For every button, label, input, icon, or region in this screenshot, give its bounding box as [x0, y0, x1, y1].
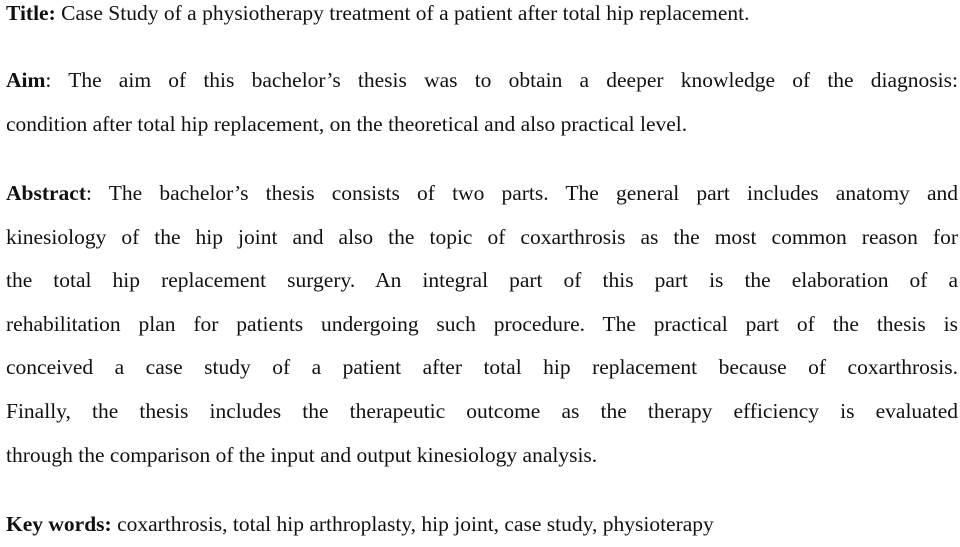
abstract-line: conceived a case study of a patient after total hip replacement because of coxarthrosis. [6, 355, 958, 380]
abstract-line: kinesiology of the hip joint and also the topic of coxarthrosis as the most common reason for [6, 224, 958, 249]
aim-paragraph [6, 59, 958, 146]
abstract-line: the total hip replacement surgery. An integral part of this part is the elaboration of a [6, 268, 958, 293]
keywords-label: Key words: [6, 512, 112, 536]
keywords-text: coxarthrosis, total hip arthroplasty, hip joint, case study, physioterapy [111, 512, 714, 536]
title-paragraph [6, 0, 958, 36]
abstract-paragraph [6, 172, 958, 477]
title-line [6, 0, 958, 36]
abstract-line [6, 172, 958, 216]
abstract-line: through the comparison of the input and output kinesiology analysis. [6, 442, 598, 467]
keywords-line [6, 503, 958, 547]
title-label: Title: [6, 1, 56, 25]
abstract-label: Abstract [6, 181, 87, 205]
title-text: Case Study of a physiotherapy treatment of a patient after total hip replacement. [55, 1, 750, 25]
aim-line [6, 59, 958, 103]
aim-text: : The aim of this bachelor’s thesis was to obtain a deeper knowledge of the diagnosis: [45, 68, 958, 92]
keywords-paragraph [6, 503, 958, 547]
aim-line: condition after total hip replacement, on the theoretical and also practical level. [6, 111, 688, 136]
abstract-text: : The bachelor’s thesis consists of two parts. The general part includes anatomy and [86, 181, 958, 205]
abstract-line: Finally, the thesis includes the therapeutic outcome as the therapy efficiency is evaluated [6, 398, 958, 423]
abstract-line: rehabilitation plan for patients undergoing such procedure. The practical part of the thesis is [6, 311, 958, 336]
aim-label: Aim [6, 68, 46, 92]
